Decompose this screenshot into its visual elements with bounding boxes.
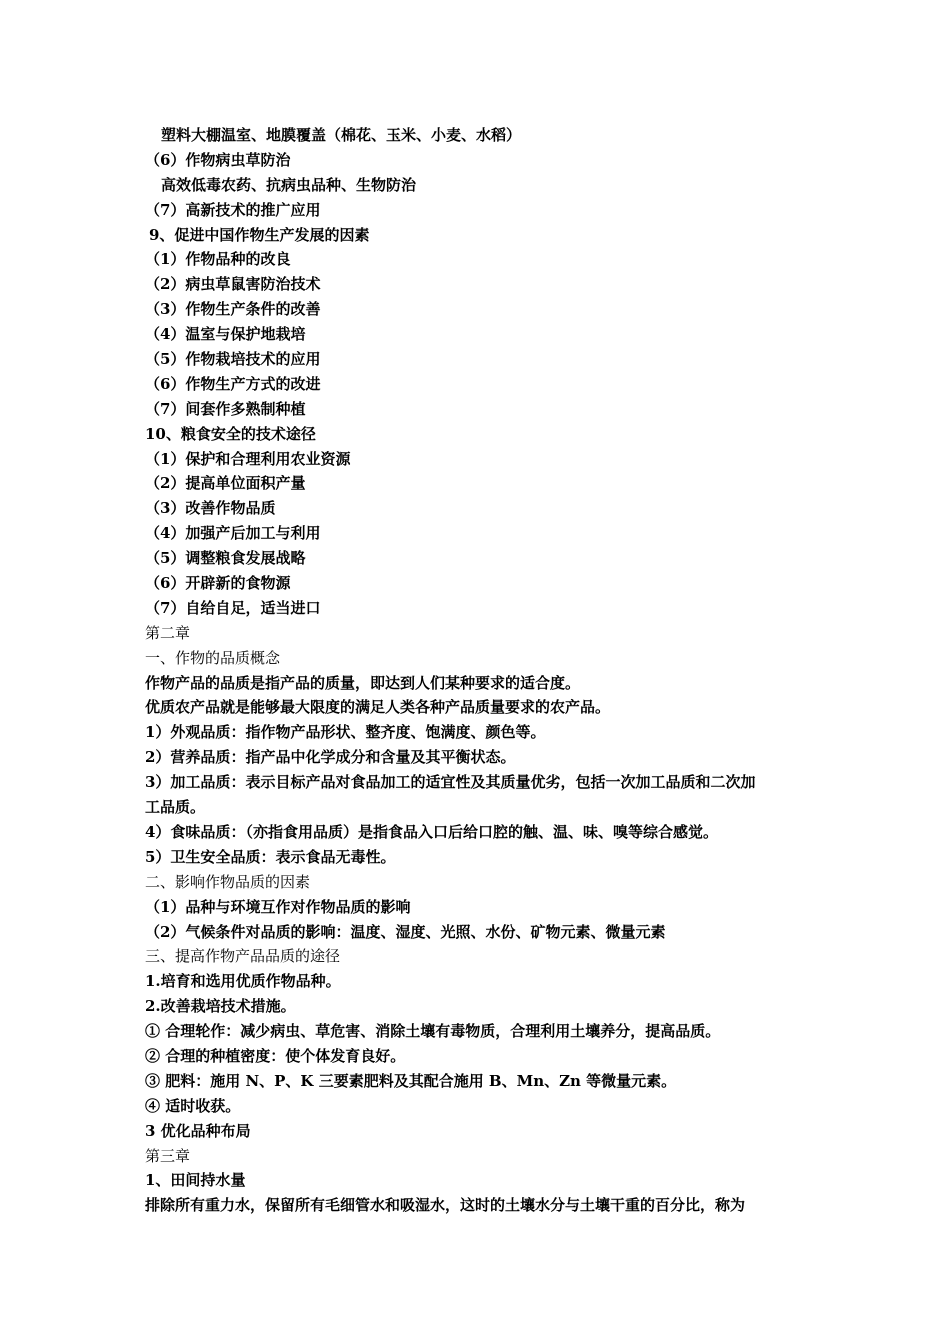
text-line: （2）气候条件对品质的影响：温度、湿度、光照、水份、矿物元素、微量元素 <box>145 922 666 941</box>
text-line: （6）开辟新的食物源 <box>145 574 291 593</box>
text-line: （2）提高单位面积产量 <box>145 474 306 493</box>
text-line: （6）作物病虫草防治 <box>145 150 291 169</box>
text-line: 排除所有重力水，保留所有毛细管水和吸湿水，这时的土壤水分与土壤干重的百分比，称为 <box>145 1196 746 1215</box>
text-line: （7）自给自足，适当进口 <box>145 598 321 617</box>
text-line: ③ 肥料：施用 N、P、K 三要素肥料及其配合施用 B、Mn、Zn 等微量元素。 <box>145 1071 677 1090</box>
text-line: （5）调整粮食发展战略 <box>145 549 306 568</box>
text-line: （3）改善作物品质 <box>145 499 276 518</box>
text-line: 3）加工品质：表示目标产品对食品加工的适宜性及其质量优劣，包括一次加工品质和二次加 <box>145 773 756 792</box>
text-line: （7）间套作多熟制种植 <box>145 399 306 418</box>
text-line: 工品质。 <box>145 798 206 817</box>
section-heading: 10、粮食安全的技术途径 <box>145 424 316 443</box>
text-line: 3 优化品种布局 <box>145 1121 251 1140</box>
text-line: （6）作物生产方式的改进 <box>145 374 321 393</box>
text-line: （5）作物栽培技术的应用 <box>145 350 321 369</box>
text-line: 2.改善栽培技术措施。 <box>145 997 296 1016</box>
text-line: 高效低毒农药、抗病虫品种、生物防治 <box>161 175 417 194</box>
text-line: （2）病虫草鼠害防治技术 <box>145 275 321 294</box>
text-line: 4）食味品质：（亦指食用品质）是指食品入口后给口腔的触、温、味、嗅等综合感觉。 <box>145 822 718 841</box>
section-heading: 9、促进中国作物生产发展的因素 <box>149 225 370 244</box>
text-line: 作物产品的品质是指产品的质量，即达到人们某种要求的适合度。 <box>145 673 581 692</box>
text-line: 1）外观品质：指作物产品形状、整齐度、饱满度、颜色等。 <box>145 723 546 742</box>
text-line: （7）高新技术的推广应用 <box>145 200 321 219</box>
chapter-heading: 第三章 <box>145 1146 191 1165</box>
text-line: 1.培育和选用优质作物品种。 <box>145 972 341 991</box>
text-line: 5）卫生安全品质：表示食品无毒性。 <box>145 847 396 866</box>
section-heading: 三、提高作物产品品质的途径 <box>145 947 341 966</box>
text-line: （4）温室与保护地栽培 <box>145 325 306 344</box>
text-line: （3）作物生产条件的改善 <box>145 300 321 319</box>
text-line: 2）营养品质：指产品中化学成分和含量及其平衡状态。 <box>145 748 516 767</box>
document-body <box>145 123 810 1218</box>
text-line: ④ 适时收获。 <box>145 1096 241 1115</box>
text-line: （4）加强产后加工与利用 <box>145 524 321 543</box>
text-line: 优质农产品就是能够最大限度的满足人类各种产品质量要求的农产品。 <box>145 698 611 717</box>
section-heading: 一、作物的品质概念 <box>145 648 281 667</box>
text-line: 塑料大棚温室、地膜覆盖（棉花、玉米、小麦、水稻） <box>161 126 522 144</box>
text-line: ① 合理轮作：减少病虫、草危害、消除土壤有毒物质，合理利用土壤养分，提高品质。 <box>145 1022 721 1041</box>
text-line: ② 合理的种植密度：使个体发育良好。 <box>145 1046 406 1065</box>
text-line: （1）品种与环境互作对作物品质的影响 <box>145 897 411 916</box>
section-heading: 二、影响作物品质的因素 <box>145 872 311 891</box>
section-heading: 1、田间持水量 <box>145 1171 246 1190</box>
text-line: （1）保护和合理利用农业资源 <box>145 449 351 468</box>
chapter-heading: 第二章 <box>145 623 191 642</box>
text-line: （1）作物品种的改良 <box>145 250 291 269</box>
